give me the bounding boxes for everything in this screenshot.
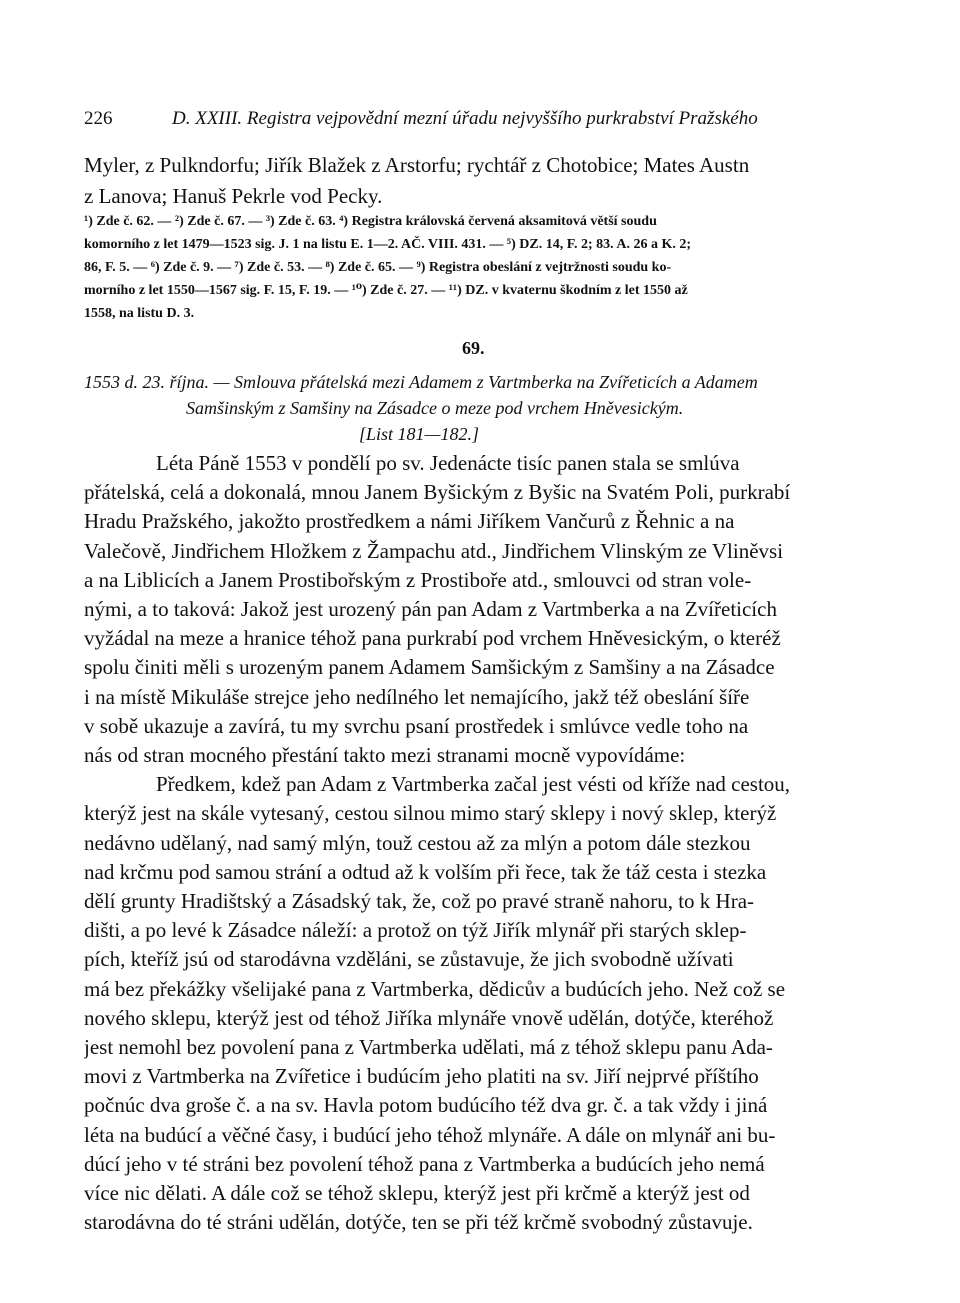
text-line: léta na budúcí a věčné časy, i budúcí jeho téhož mlynáře. A dále on mlynář ani bu- — [84, 1122, 776, 1147]
footnotes — [84, 210, 880, 325]
text-line: nedávno udělaný, nad samý mlýn, touž cestou až za mlýn a potom dále stezkou — [84, 830, 751, 855]
text-line: a na Liblicích a Janem Prostibořským z Prostiboře atd., smlouvci od stran vole- — [84, 567, 752, 592]
text-line: nového sklepu, kterýž jest od téhož Jiříka mlynáře vnově udělán, dotýče, kteréhož — [84, 1005, 774, 1030]
running-title: D. XXIII. Registra vejpovědní mezní úřadu nejvyššího purkrabství Pražského — [172, 108, 758, 129]
dateline-line: 1553 d. 23. října. — Smlouva přátelská mezi Adamem z Vartmberka na Zvířeticích a Adamem — [84, 372, 758, 392]
page-header — [84, 104, 884, 134]
text-line: více nic dělati. A dále což se téhož sklepu, kterýž jest při krčmě a kterýž jest od — [84, 1181, 750, 1206]
folio-reference: [List 181—182.] — [359, 424, 480, 444]
text-line: dělí grunty Hradištský a Zásadský tak, že, což po pravé straně nahoru, to k Hra- — [84, 889, 755, 914]
footnote-line: ¹) Zde č. 62. — ²) Zde č. 67. — ³) Zde č. 63. ⁴) Registra královská červená aksamitová větší soudu — [84, 214, 657, 229]
text-line: Valečově, Jindřichem Hložkem z Žampachu atd., Jindřichem Vlinským ze Vliněvsi — [84, 538, 784, 563]
text-line: dúcí jeho v té stráni bez povolení téhož pana z Vartmberka a budúcích jeho nemá — [84, 1151, 765, 1176]
footnote-line: morního z let 1550—1567 sig. F. 15, F. 19. — ¹⁰) Zde č. 27. — ¹¹) DZ. v kvaternu škodním z let 1550 až — [84, 283, 688, 298]
text-line: Myler, z Pulkndorfu; Jiřík Blažek z Arstorfu; rychtář z Chotobice; Mates Austn — [84, 153, 750, 177]
text-line: vyžádal na meze a hranice téhož pana purkrabí pod vrchem Hněvesickým, o kteréž — [84, 626, 781, 651]
document-number: 69. — [462, 338, 485, 358]
text-line: kterýž jest na skále vytesaný, cestou silnou mimo starý sklepy i nový sklep, kterýž — [84, 801, 777, 826]
text-line: má bez překážky všelijaké pana z Vartmberka, dědicův a budúcích jeho. Než což se — [84, 976, 786, 1001]
text-line: jest nemohl bez povolení pana z Vartmberka udělati, má z téhož sklepu panu Ada- — [84, 1035, 773, 1060]
dateline-line: Samšinským z Samšiny na Zásadce o meze pod vrchem Hněvesickým. — [186, 398, 684, 418]
text-line: Předkem, kdež pan Adam z Vartmberka začal jest vésti od kříže nad cestou, — [156, 772, 791, 797]
text-line: Hradu Pražského, jakožto prostředkem a námi Jiříkem Vančurů z Řehnic a na — [84, 509, 735, 534]
text-line: nás od stran mocného přestání takto mezi stranami mocně vypovídáme: — [84, 743, 686, 768]
footnote-line: komorního z let 1479—1523 sig. J. 1 na listu E. 1—2. AČ. VIII. 431. — ⁵) DZ. 14, F. 2; 83. A. 26 a K. 2; — [84, 237, 692, 252]
text-line: nými, a to taková: Jakož jest urozený pán pan Adam z Vartmberka a na Zvířeticích — [84, 597, 777, 622]
text-line: přátelská, celá a dokonalá, mnou Janem Byšickým z Byšic na Svatém Poli, purkrabí — [84, 480, 791, 505]
page-number: 226 — [84, 108, 113, 129]
body-text — [84, 449, 880, 1237]
document-dateline — [84, 369, 880, 447]
text-line: pích, kteříž jsú od starodávna vzděláni, se zůstavuje, že jich svobodně užívati — [84, 947, 734, 972]
text-line: v sobě ukazuje a zavírá, tu my svrchu psaní prostředek i smlúvce vedle toho na — [84, 713, 749, 738]
text-line: spolu činiti měli s urozeným panem Adamem Samšickým z Samšiny a na Zásadce — [84, 655, 775, 680]
continuation-text — [84, 150, 880, 212]
paragraph — [84, 770, 880, 1237]
text-line: z Lanova; Hanuš Pekrle vod Pecky. — [84, 184, 383, 208]
text-line: i na místě Mikuláše strejce jeho nedílného let nemajícího, jakž též obeslání šíře — [84, 684, 750, 709]
text-line: starodávna do té stráni udělán, dotýče, ten se při též krčmě svobodný zůstavuje. — [84, 1210, 753, 1235]
text-line: počnúc dva groše č. a na sv. Havla potom budúcího též dva gr. č. a tak vždy i jiná — [84, 1093, 768, 1118]
text-line: dišti, a po levé k Zásadce náleží: a protož on týž Jiřík mlynář při starých sklep- — [84, 918, 747, 943]
text-line: Léta Páně 1553 v pondělí po sv. Jedenácte tisíc panen stala se smlúva — [156, 451, 740, 475]
footnote-line: 1558, na listu D. 3. — [84, 306, 195, 321]
footnote-line: 86, F. 5. — ⁶) Zde č. 9. — ⁷) Zde č. 53. — ⁸) Zde č. 65. — ⁹) Registra obeslání z vejtržnosti soudu ko- — [84, 260, 672, 275]
text-line: nad krčmu pod samou strání a odtud až k volším při řece, tak že táž cesta i stezka — [84, 859, 767, 884]
text-line: movi z Vartmberka na Zvířetice i budúcím jeho platiti na sv. Jiří nejprvé příštího — [84, 1064, 759, 1089]
paragraph — [84, 449, 880, 770]
